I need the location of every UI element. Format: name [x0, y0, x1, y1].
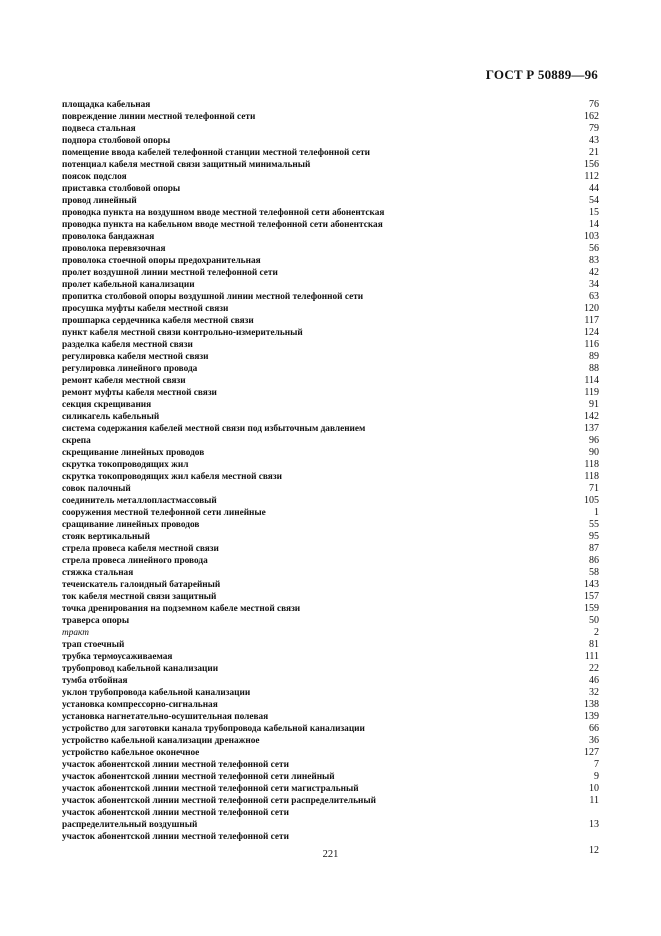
index-page-ref: 9	[594, 771, 599, 782]
index-term: соединитель металлопластмассовый	[62, 496, 217, 506]
index-page-ref: 1	[594, 507, 599, 518]
index-term: проводка пункта на воздушном вводе местной телефонной сети абонентская	[62, 208, 385, 218]
index-entry	[62, 627, 599, 639]
index-entry	[62, 771, 599, 783]
subject-index-list	[62, 99, 599, 855]
index-term: устройство кабельное оконечное	[62, 748, 200, 758]
index-entry	[62, 687, 599, 699]
index-term: потенциал кабеля местной связи защитный минимальный	[62, 160, 311, 170]
index-page-ref: 90	[589, 447, 599, 458]
continuation-page-ref: 12	[589, 845, 599, 856]
index-term: стяжка стальная	[62, 568, 134, 578]
index-page-ref: 103	[584, 231, 599, 242]
index-page-ref: 63	[589, 291, 599, 302]
index-entry	[62, 675, 599, 687]
index-page-ref: 83	[589, 255, 599, 266]
index-page-ref: 10	[589, 783, 599, 794]
index-entry	[62, 423, 599, 435]
index-term: проволока бандажная	[62, 232, 155, 242]
index-entry	[62, 159, 599, 171]
index-term: проволока стоечной опоры предохранительная	[62, 256, 261, 266]
index-term: провод линейный	[62, 196, 137, 206]
index-page-ref: 21	[589, 147, 599, 158]
index-entry	[62, 291, 599, 303]
index-term: регулировка линейного провода	[62, 364, 198, 374]
index-term: ремонт кабеля местной связи	[62, 376, 186, 386]
index-entry	[62, 783, 599, 795]
index-term: пролет воздушной линии местной телефонной сети	[62, 268, 278, 278]
index-entry	[62, 663, 599, 675]
index-page-ref: 114	[584, 375, 599, 386]
index-entry	[62, 819, 599, 831]
index-page-ref: 112	[584, 171, 599, 182]
index-term: пункт кабеля местной связи контрольно-измерительный	[62, 328, 303, 338]
index-page-ref: 7	[594, 759, 599, 770]
index-term: подвеса стальная	[62, 124, 136, 134]
index-entry	[62, 543, 599, 555]
index-page-ref: 36	[589, 735, 599, 746]
index-page-ref: 15	[589, 207, 599, 218]
index-page-ref: 139	[584, 711, 599, 722]
index-page-ref: 54	[589, 195, 599, 206]
index-term: разделка кабеля местной связи	[62, 340, 193, 350]
index-term: секция скрещивания	[62, 400, 152, 410]
index-entry	[62, 135, 599, 147]
index-entry	[62, 579, 599, 591]
index-entry	[62, 519, 599, 531]
index-page-ref: 159	[584, 603, 599, 614]
index-entry	[62, 831, 599, 843]
index-term: распределительный воздушный	[62, 820, 198, 830]
index-term: проводка пункта на кабельном вводе местной телефонной сети абонентская	[62, 220, 383, 230]
index-term: участок абонентской линии местной телефонной сети магистральный	[62, 784, 359, 794]
index-page-ref: 120	[584, 303, 599, 314]
index-entry	[62, 651, 599, 663]
index-entry	[62, 759, 599, 771]
index-page-ref: 118	[584, 471, 599, 482]
index-term: площадка кабельная	[62, 100, 151, 110]
index-page-ref: 162	[584, 111, 599, 122]
index-term: просушка муфты кабеля местной связи	[62, 304, 229, 314]
index-term: сращивание линейных проводов	[62, 520, 200, 530]
index-term: скрутка токопроводящих жил	[62, 460, 189, 470]
index-term: тумба отбойная	[62, 676, 128, 686]
index-entry	[62, 207, 599, 219]
index-term: подпора столбовой опоры	[62, 136, 171, 146]
index-page-ref: 44	[589, 183, 599, 194]
index-term: скрепа	[62, 436, 91, 446]
index-page-ref: 71	[589, 483, 599, 494]
index-entry	[62, 363, 599, 375]
index-term: траверса опоры	[62, 616, 130, 626]
index-entry	[62, 639, 599, 651]
index-term: стояк вертикальный	[62, 532, 150, 542]
index-term: система содержания кабелей местной связи под избыточным давлением	[62, 424, 366, 434]
index-page-ref: 156	[584, 159, 599, 170]
index-page-ref: 66	[589, 723, 599, 734]
index-page-ref: 87	[589, 543, 599, 554]
index-page-ref: 118	[584, 459, 599, 470]
index-page-ref: 46	[589, 675, 599, 686]
index-term: устройство для заготовки канала трубопровода кабельной канализации	[62, 724, 365, 734]
index-term: трубка термоусаживаемая	[62, 652, 173, 662]
index-term: скрещивание линейных проводов	[62, 448, 205, 458]
index-entry	[62, 327, 599, 339]
index-term: скрутка токопроводящих жил кабеля местной связи	[62, 472, 282, 482]
index-term: установка нагнетательно-осушительная полевая	[62, 712, 269, 722]
index-entry	[62, 375, 599, 387]
index-term: участок абонентской линии местной телефонной сети	[62, 832, 289, 842]
index-page-ref: 2	[594, 627, 599, 638]
index-entry	[62, 123, 599, 135]
index-entry	[62, 723, 599, 735]
index-term: установка компрессорно-сигнальная	[62, 700, 218, 710]
index-entry	[62, 495, 599, 507]
index-term: устройство кабельной канализации дренажное	[62, 736, 260, 746]
index-entry	[62, 807, 599, 819]
index-term: участок абонентской линии местной телефонной сети линейный	[62, 772, 335, 782]
index-page-ref: 22	[589, 663, 599, 674]
index-term: совок палочный	[62, 484, 131, 494]
index-page-ref: 55	[589, 519, 599, 530]
index-page-ref: 124	[584, 327, 599, 338]
index-entry	[62, 411, 599, 423]
index-entry	[62, 735, 599, 747]
document-code: ГОСТ Р 50889—96	[485, 67, 598, 82]
index-page-ref: 86	[589, 555, 599, 566]
index-entry	[62, 99, 599, 111]
index-page-ref: 13	[589, 819, 599, 830]
index-term: повреждение линии местной телефонной сети	[62, 112, 256, 122]
index-entry	[62, 471, 599, 483]
index-term: участок абонентской линии местной телефонной сети	[62, 808, 289, 818]
index-page-ref: 43	[589, 135, 599, 146]
index-entry	[62, 351, 599, 363]
index-page-ref: 56	[589, 243, 599, 254]
page-number: 221	[322, 849, 339, 860]
index-entry	[62, 747, 599, 759]
index-term: проволока перевязочная	[62, 244, 166, 254]
index-page-ref: 119	[584, 387, 599, 398]
index-page-ref: 76	[589, 99, 599, 110]
index-page-ref: 34	[589, 279, 599, 290]
index-page-ref: 81	[589, 639, 599, 650]
index-term: прошпарка сердечника кабеля местной связи	[62, 316, 254, 326]
index-page-ref: 143	[584, 579, 599, 590]
index-page-ref: 42	[589, 267, 599, 278]
index-term: участок абонентской линии местной телефонной сети	[62, 760, 289, 770]
index-term: течеискатель галоидный батарейный	[62, 580, 221, 590]
index-entry	[62, 555, 599, 567]
index-term: трубопровод кабельной канализации	[62, 664, 219, 674]
index-page-ref: 142	[584, 411, 599, 422]
index-entry	[62, 219, 599, 231]
index-entry	[62, 267, 599, 279]
index-entry	[62, 171, 599, 183]
index-entry	[62, 399, 599, 411]
index-page-ref: 11	[589, 795, 599, 806]
index-entry	[62, 111, 599, 123]
index-page-ref: 116	[584, 339, 599, 350]
index-term: силикагель кабельный	[62, 412, 160, 422]
index-entry	[62, 435, 599, 447]
index-entry	[62, 279, 599, 291]
index-term: точка дренирования на подземном кабеле местной связи	[62, 604, 301, 614]
index-page-ref: 14	[589, 219, 599, 230]
index-term: ремонт муфты кабеля местной связи	[62, 388, 217, 398]
index-page-ref: 91	[589, 399, 599, 410]
index-entry	[62, 795, 599, 807]
index-page-ref: 58	[589, 567, 599, 578]
index-term: сооружения местной телефонной сети линейные	[62, 508, 266, 518]
index-term: трап стоечный	[62, 640, 125, 650]
index-term: пролет кабельной канализации	[62, 280, 195, 290]
index-page-ref: 127	[584, 747, 599, 758]
index-entry	[62, 243, 599, 255]
index-term: ток кабеля местной связи защитный	[62, 592, 217, 602]
index-entry	[62, 699, 599, 711]
index-entry	[62, 183, 599, 195]
index-term: стрела провеса кабеля местной связи	[62, 544, 219, 554]
index-page-ref: 138	[584, 699, 599, 710]
index-term: помещение ввода кабелей телефонной станции местной телефонной сети	[62, 148, 370, 158]
index-entry	[62, 447, 599, 459]
index-page-ref: 89	[589, 351, 599, 362]
index-page-ref: 96	[589, 435, 599, 446]
index-entry	[62, 231, 599, 243]
index-entry	[62, 711, 599, 723]
index-term: тракт	[62, 628, 89, 638]
index-entry	[62, 615, 599, 627]
index-page-ref: 111	[584, 651, 599, 662]
index-page-ref: 88	[589, 363, 599, 374]
index-entry	[62, 387, 599, 399]
index-page-ref: 32	[589, 687, 599, 698]
index-term: уклон трубопровода кабельной канализации	[62, 688, 251, 698]
index-entry	[62, 147, 599, 159]
index-entry	[62, 255, 599, 267]
index-entry	[62, 483, 599, 495]
index-term: приставка столбовой опоры	[62, 184, 181, 194]
index-page-ref: 79	[589, 123, 599, 134]
index-entry	[62, 531, 599, 543]
index-term: участок абонентской линии местной телефонной сети распределительный	[62, 796, 376, 806]
index-page-ref: 137	[584, 423, 599, 434]
index-entry	[62, 315, 599, 327]
index-entry	[62, 459, 599, 471]
index-entry	[62, 567, 599, 579]
index-page-ref: 157	[584, 591, 599, 602]
index-entry	[62, 507, 599, 519]
index-entry	[62, 195, 599, 207]
index-page-ref: 95	[589, 531, 599, 542]
index-entry	[62, 303, 599, 315]
index-page-ref: 117	[584, 315, 599, 326]
index-term: пропитка столбовой опоры воздушной линии местной телефонной сети	[62, 292, 364, 302]
index-term: регулировка кабеля местной связи	[62, 352, 209, 362]
index-entry	[62, 591, 599, 603]
index-term: поясок подслоя	[62, 172, 127, 182]
index-entry	[62, 603, 599, 615]
index-entry	[62, 339, 599, 351]
index-page-ref: 105	[584, 495, 599, 506]
index-term: стрела провеса линейного провода	[62, 556, 208, 566]
index-page-ref: 50	[589, 615, 599, 626]
